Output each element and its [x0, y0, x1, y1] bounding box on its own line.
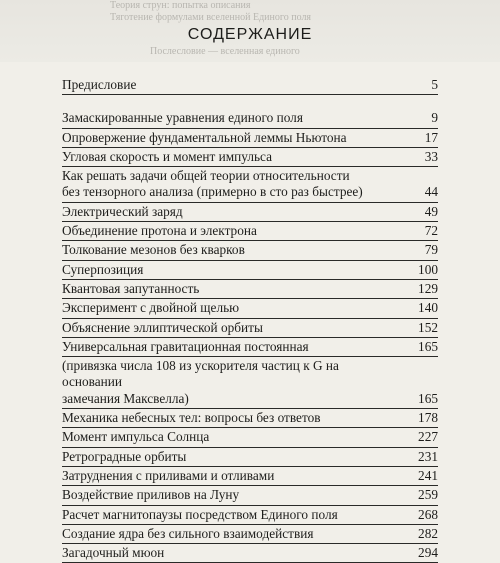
- toc-entry-page: 33: [424, 148, 438, 164]
- toc-entry: [62, 319, 438, 338]
- toc-entry-title: [62, 262, 438, 278]
- toc-entry: [62, 506, 438, 525]
- toc-entry-line: Объединение протона и электрона: [62, 223, 257, 239]
- toc-entry: [62, 448, 438, 467]
- toc-entry-title: [62, 204, 438, 220]
- toc-entry-page: 259: [418, 487, 438, 503]
- toc-entry: [62, 241, 438, 260]
- toc-entry-page: 165: [418, 390, 438, 406]
- toc-entry-page: 227: [418, 429, 438, 445]
- toc-entry-line: Угловая скорость и момент импульса: [62, 148, 273, 164]
- toc-entry-title: [62, 545, 438, 561]
- ghost-text-line: Послесловие — вселенная единого: [150, 46, 300, 57]
- toc-entry-title: [62, 487, 438, 503]
- toc-entry-title: [62, 320, 438, 336]
- toc-entry-page: 79: [424, 242, 438, 258]
- toc-entry-title: [62, 358, 438, 407]
- toc-entry-line: без тензорного анализа (примерно в сто раз быстрее): [62, 184, 363, 200]
- toc-entry-line: Как решать задачи общей теории относительности: [62, 168, 350, 184]
- toc-entry-page: 178: [418, 410, 438, 426]
- toc-entry-line: Предисловие: [62, 77, 137, 92]
- toc-entry: [62, 338, 438, 357]
- ghost-text-line: Тяготение формулами вселенной Единого поля: [110, 12, 312, 23]
- toc-entry-page: 9: [431, 110, 438, 126]
- toc-entry-page: 140: [418, 300, 438, 316]
- toc-entry-page: 17: [424, 129, 438, 145]
- toc-entry-line: Объяснение эллиптической орбиты: [62, 319, 263, 335]
- toc-entry-page: 165: [418, 338, 438, 354]
- toc-entry-page: 100: [418, 261, 438, 277]
- toc-entry-title: [62, 242, 438, 258]
- toc-entry-line: Эксперимент с двойной щелью: [62, 300, 240, 316]
- toc-entry-title: [62, 223, 438, 239]
- table-of-contents: [62, 76, 438, 563]
- toc-entry: [62, 129, 438, 148]
- toc-entry-line: Загадочный мюон: [62, 545, 165, 561]
- toc-entry-page: 241: [418, 467, 438, 483]
- toc-entry: [62, 280, 438, 299]
- toc-entry: [62, 428, 438, 447]
- toc-entry-line: Механика небесных тел: вопросы без ответов: [62, 410, 321, 426]
- toc-entry: [62, 409, 438, 428]
- toc-entry-line: Электрический заряд: [62, 203, 183, 219]
- section-gap: [62, 95, 438, 109]
- toc-entry-page: 129: [418, 280, 438, 296]
- toc-entry: [62, 203, 438, 222]
- toc-entry-title: [62, 339, 438, 355]
- toc-entry: [62, 76, 438, 95]
- ghost-text-line: Теория струн: попытка описания: [110, 0, 251, 11]
- toc-entry-line: Квантовая запутанность: [62, 280, 200, 296]
- toc-entry-title: [62, 300, 438, 316]
- toc-entry-line: Замаскированные уравнения единого поля: [62, 110, 303, 126]
- toc-entry-line: Создание ядра без сильного взаимодействия: [62, 525, 314, 541]
- toc-entry-page: 231: [418, 448, 438, 464]
- toc-entry-page: 49: [424, 203, 438, 219]
- toc-entry-line: Момент импульса Солнца: [62, 429, 210, 445]
- toc-entry-line: Расчет магнитопаузы посредством Единого поля: [62, 506, 338, 522]
- toc-entry-page: 72: [424, 223, 438, 239]
- page-title: СОДЕРЖАНИЕ: [187, 26, 313, 43]
- toc-entry: [62, 299, 438, 318]
- toc-entry-title: [62, 526, 438, 542]
- toc-entry-page: 294: [418, 545, 438, 561]
- toc-entry-line: (привязка числа 108 из ускорителя частиц к G на основании: [62, 358, 339, 390]
- toc-entry: [62, 357, 438, 409]
- toc-entry: [62, 467, 438, 486]
- toc-entry-page: 282: [418, 525, 438, 541]
- toc-entry-page: 5: [431, 77, 438, 92]
- toc-entry: [62, 109, 438, 128]
- toc-entry-title: [62, 468, 438, 484]
- toc-entry-title: [62, 410, 438, 426]
- toc-entry-title: [62, 449, 438, 465]
- toc-entry-title: [62, 130, 438, 146]
- toc-entry: [62, 525, 438, 544]
- toc-entry-page: 152: [418, 319, 438, 335]
- toc-entry: [62, 544, 438, 563]
- toc-entry-page: 44: [424, 184, 438, 200]
- toc-entry: [62, 148, 438, 167]
- toc-entry: [62, 222, 438, 241]
- toc-entry-line: Толкование мезонов без кварков: [62, 242, 245, 258]
- toc-entry-title: [62, 281, 438, 297]
- toc-entry-line: Затруднения с приливами и отливами: [62, 467, 275, 483]
- toc-entry-line: замечания Максвелла): [62, 390, 189, 406]
- toc-entry-title: [62, 429, 438, 445]
- toc-entry: [62, 167, 438, 203]
- toc-entry-title: [62, 77, 438, 93]
- toc-entry-line: Универсальная гравитационная постоянная: [62, 338, 309, 354]
- toc-entry: [62, 486, 438, 505]
- toc-entry-title: [62, 149, 438, 165]
- toc-entry-line: Суперпозиция: [62, 261, 144, 277]
- toc-entry: [62, 261, 438, 280]
- toc-entry-line: Воздействие приливов на Луну: [62, 487, 240, 503]
- toc-entry-title: [62, 507, 438, 523]
- toc-entry-title: [62, 168, 438, 201]
- toc-entry-page: 268: [418, 506, 438, 522]
- toc-entry-title: [62, 110, 438, 126]
- toc-entry-line: Ретроградные орбиты: [62, 448, 187, 464]
- toc-entry-line: Опровержение фундаментальной леммы Ньютона: [62, 129, 347, 145]
